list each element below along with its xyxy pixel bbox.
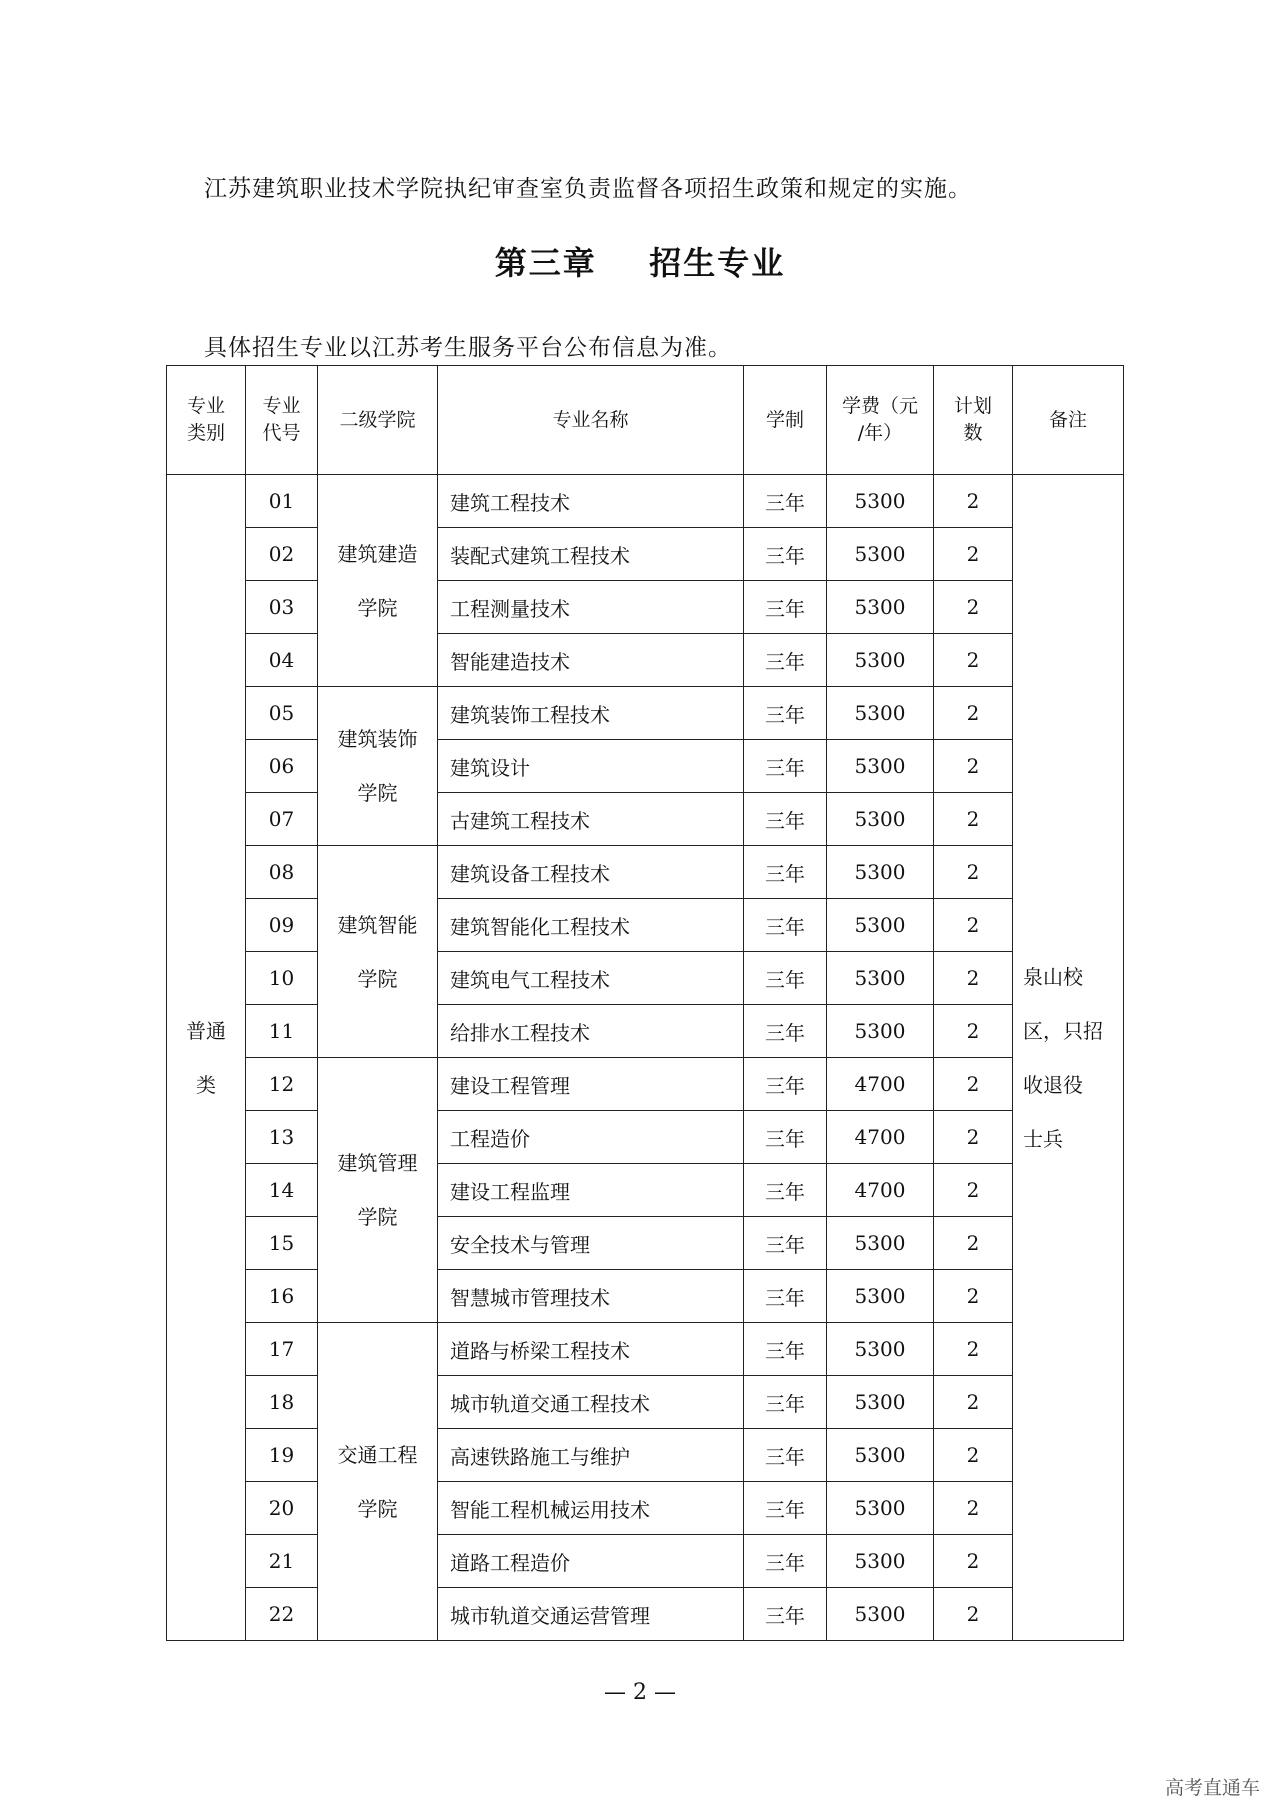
plan-cell: 2 [934, 581, 1013, 634]
duration-cell: 三年 [744, 1005, 827, 1058]
duration-cell: 三年 [744, 634, 827, 687]
watermark: 高考直通车 [1164, 1777, 1260, 1799]
code-cell: 09 [246, 899, 318, 952]
code-cell: 13 [246, 1111, 318, 1164]
page-number: — 2 — [604, 1680, 676, 1705]
major-name-cell: 建设工程监理 [438, 1164, 744, 1217]
table-row [167, 1217, 1124, 1270]
majors-table [166, 365, 1124, 1641]
table-row [167, 634, 1124, 687]
code-cell: 17 [246, 1323, 318, 1376]
table-row [167, 1111, 1124, 1164]
table-row [167, 1482, 1124, 1535]
duration-cell: 三年 [744, 1429, 827, 1482]
major-name-cell: 建筑工程技术 [438, 475, 744, 528]
duration-cell: 三年 [744, 1588, 827, 1641]
major-name-cell: 智能建造技术 [438, 634, 744, 687]
table-row [167, 1376, 1124, 1429]
major-name-cell: 建筑电气工程技术 [438, 952, 744, 1005]
fee-cell: 5300 [827, 899, 934, 952]
header-plan: 计划 数 [934, 366, 1013, 475]
plan-cell: 2 [934, 1270, 1013, 1323]
table-row [167, 528, 1124, 581]
plan-cell: 2 [934, 1323, 1013, 1376]
table-row [167, 846, 1124, 899]
plan-cell: 2 [934, 952, 1013, 1005]
code-cell: 16 [246, 1270, 318, 1323]
duration-cell: 三年 [744, 475, 827, 528]
duration-cell: 三年 [744, 793, 827, 846]
table-row [167, 1270, 1124, 1323]
header-code: 专业 代号 [246, 366, 318, 475]
code-cell: 04 [246, 634, 318, 687]
duration-cell: 三年 [744, 1111, 827, 1164]
major-name-cell: 工程测量技术 [438, 581, 744, 634]
major-name-cell: 给排水工程技术 [438, 1005, 744, 1058]
fee-cell: 5300 [827, 1270, 934, 1323]
duration-cell: 三年 [744, 581, 827, 634]
code-cell: 21 [246, 1535, 318, 1588]
duration-cell: 三年 [744, 528, 827, 581]
fee-cell: 5300 [827, 1005, 934, 1058]
fee-cell: 4700 [827, 1164, 934, 1217]
header-college: 二级学院 [318, 366, 438, 475]
duration-cell: 三年 [744, 1323, 827, 1376]
note-paragraph: 具体招生专业以江苏考生服务平台公布信息为准。 [204, 335, 732, 361]
college-cell: 交通工程 学院 [318, 1323, 438, 1641]
fee-cell: 5300 [827, 1482, 934, 1535]
plan-cell: 2 [934, 1164, 1013, 1217]
college-cell: 建筑建造 学院 [318, 475, 438, 687]
code-cell: 22 [246, 1588, 318, 1641]
duration-cell: 三年 [744, 1164, 827, 1217]
major-name-cell: 建筑设计 [438, 740, 744, 793]
college-cell: 建筑智能 学院 [318, 846, 438, 1058]
header-duration: 学制 [744, 366, 827, 475]
table-row [167, 1535, 1124, 1588]
major-name-cell: 建筑装饰工程技术 [438, 687, 744, 740]
header-major: 专业名称 [438, 366, 744, 475]
fee-cell: 5300 [827, 740, 934, 793]
major-name-cell: 古建筑工程技术 [438, 793, 744, 846]
plan-cell: 2 [934, 740, 1013, 793]
fee-cell: 5300 [827, 687, 934, 740]
table-row [167, 1588, 1124, 1641]
duration-cell: 三年 [744, 1270, 827, 1323]
duration-cell: 三年 [744, 899, 827, 952]
plan-cell: 2 [934, 475, 1013, 528]
table-row [167, 793, 1124, 846]
category-cell: 普通 类 [167, 475, 246, 1641]
fee-cell: 4700 [827, 1058, 934, 1111]
table-row [167, 475, 1124, 528]
major-name-cell: 智能工程机械运用技术 [438, 1482, 744, 1535]
plan-cell: 2 [934, 1535, 1013, 1588]
code-cell: 15 [246, 1217, 318, 1270]
table-row [167, 687, 1124, 740]
fee-cell: 5300 [827, 1323, 934, 1376]
code-cell: 14 [246, 1164, 318, 1217]
major-name-cell: 城市轨道交通运营管理 [438, 1588, 744, 1641]
duration-cell: 三年 [744, 1482, 827, 1535]
header-category: 专业 类别 [167, 366, 246, 475]
fee-cell: 5300 [827, 952, 934, 1005]
plan-cell: 2 [934, 1005, 1013, 1058]
chapter-title: 第三章 招生专业 [494, 244, 786, 282]
duration-cell: 三年 [744, 1058, 827, 1111]
table-body [167, 475, 1124, 1641]
code-cell: 01 [246, 475, 318, 528]
college-cell: 建筑装饰 学院 [318, 687, 438, 846]
major-name-cell: 道路与桥梁工程技术 [438, 1323, 744, 1376]
fee-cell: 5300 [827, 1376, 934, 1429]
duration-cell: 三年 [744, 1535, 827, 1588]
plan-cell: 2 [934, 1482, 1013, 1535]
header-remark: 备注 [1013, 366, 1124, 475]
major-name-cell: 工程造价 [438, 1111, 744, 1164]
table-row [167, 1005, 1124, 1058]
major-name-cell: 高速铁路施工与维护 [438, 1429, 744, 1482]
code-cell: 07 [246, 793, 318, 846]
table-row [167, 952, 1124, 1005]
duration-cell: 三年 [744, 952, 827, 1005]
major-name-cell: 建筑智能化工程技术 [438, 899, 744, 952]
plan-cell: 2 [934, 1111, 1013, 1164]
table-row [167, 1164, 1124, 1217]
major-name-cell: 智慧城市管理技术 [438, 1270, 744, 1323]
code-cell: 06 [246, 740, 318, 793]
major-name-cell: 建设工程管理 [438, 1058, 744, 1111]
fee-cell: 5300 [827, 846, 934, 899]
college-cell: 建筑管理 学院 [318, 1058, 438, 1323]
code-cell: 12 [246, 1058, 318, 1111]
plan-cell: 2 [934, 1429, 1013, 1482]
plan-cell: 2 [934, 1588, 1013, 1641]
fee-cell: 4700 [827, 1111, 934, 1164]
table-row [167, 1058, 1124, 1111]
code-cell: 19 [246, 1429, 318, 1482]
fee-cell: 5300 [827, 1217, 934, 1270]
plan-cell: 2 [934, 634, 1013, 687]
major-name-cell: 道路工程造价 [438, 1535, 744, 1588]
table-header-row [167, 366, 1124, 475]
table-row [167, 1429, 1124, 1482]
fee-cell: 5300 [827, 793, 934, 846]
code-cell: 02 [246, 528, 318, 581]
duration-cell: 三年 [744, 1376, 827, 1429]
major-name-cell: 装配式建筑工程技术 [438, 528, 744, 581]
plan-cell: 2 [934, 1217, 1013, 1270]
plan-cell: 2 [934, 528, 1013, 581]
table-row [167, 740, 1124, 793]
fee-cell: 5300 [827, 581, 934, 634]
duration-cell: 三年 [744, 687, 827, 740]
table-row [167, 581, 1124, 634]
plan-cell: 2 [934, 793, 1013, 846]
header-fee: 学费（元 /年） [827, 366, 934, 475]
code-cell: 10 [246, 952, 318, 1005]
remark-cell: 泉山校 区，只招 收退役 士兵 [1013, 475, 1124, 1641]
fee-cell: 5300 [827, 475, 934, 528]
fee-cell: 5300 [827, 1535, 934, 1588]
code-cell: 05 [246, 687, 318, 740]
major-name-cell: 城市轨道交通工程技术 [438, 1376, 744, 1429]
intro-paragraph: 江苏建筑职业技术学院执纪审查室负责监督各项招生政策和规定的实施。 [204, 176, 972, 202]
fee-cell: 5300 [827, 1429, 934, 1482]
major-name-cell: 安全技术与管理 [438, 1217, 744, 1270]
code-cell: 11 [246, 1005, 318, 1058]
plan-cell: 2 [934, 1376, 1013, 1429]
plan-cell: 2 [934, 899, 1013, 952]
table-row [167, 1323, 1124, 1376]
plan-cell: 2 [934, 687, 1013, 740]
duration-cell: 三年 [744, 740, 827, 793]
fee-cell: 5300 [827, 528, 934, 581]
code-cell: 08 [246, 846, 318, 899]
code-cell: 18 [246, 1376, 318, 1429]
code-cell: 20 [246, 1482, 318, 1535]
duration-cell: 三年 [744, 846, 827, 899]
plan-cell: 2 [934, 1058, 1013, 1111]
plan-cell: 2 [934, 846, 1013, 899]
code-cell: 03 [246, 581, 318, 634]
major-name-cell: 建筑设备工程技术 [438, 846, 744, 899]
fee-cell: 5300 [827, 1588, 934, 1641]
fee-cell: 5300 [827, 634, 934, 687]
duration-cell: 三年 [744, 1217, 827, 1270]
table-row [167, 899, 1124, 952]
